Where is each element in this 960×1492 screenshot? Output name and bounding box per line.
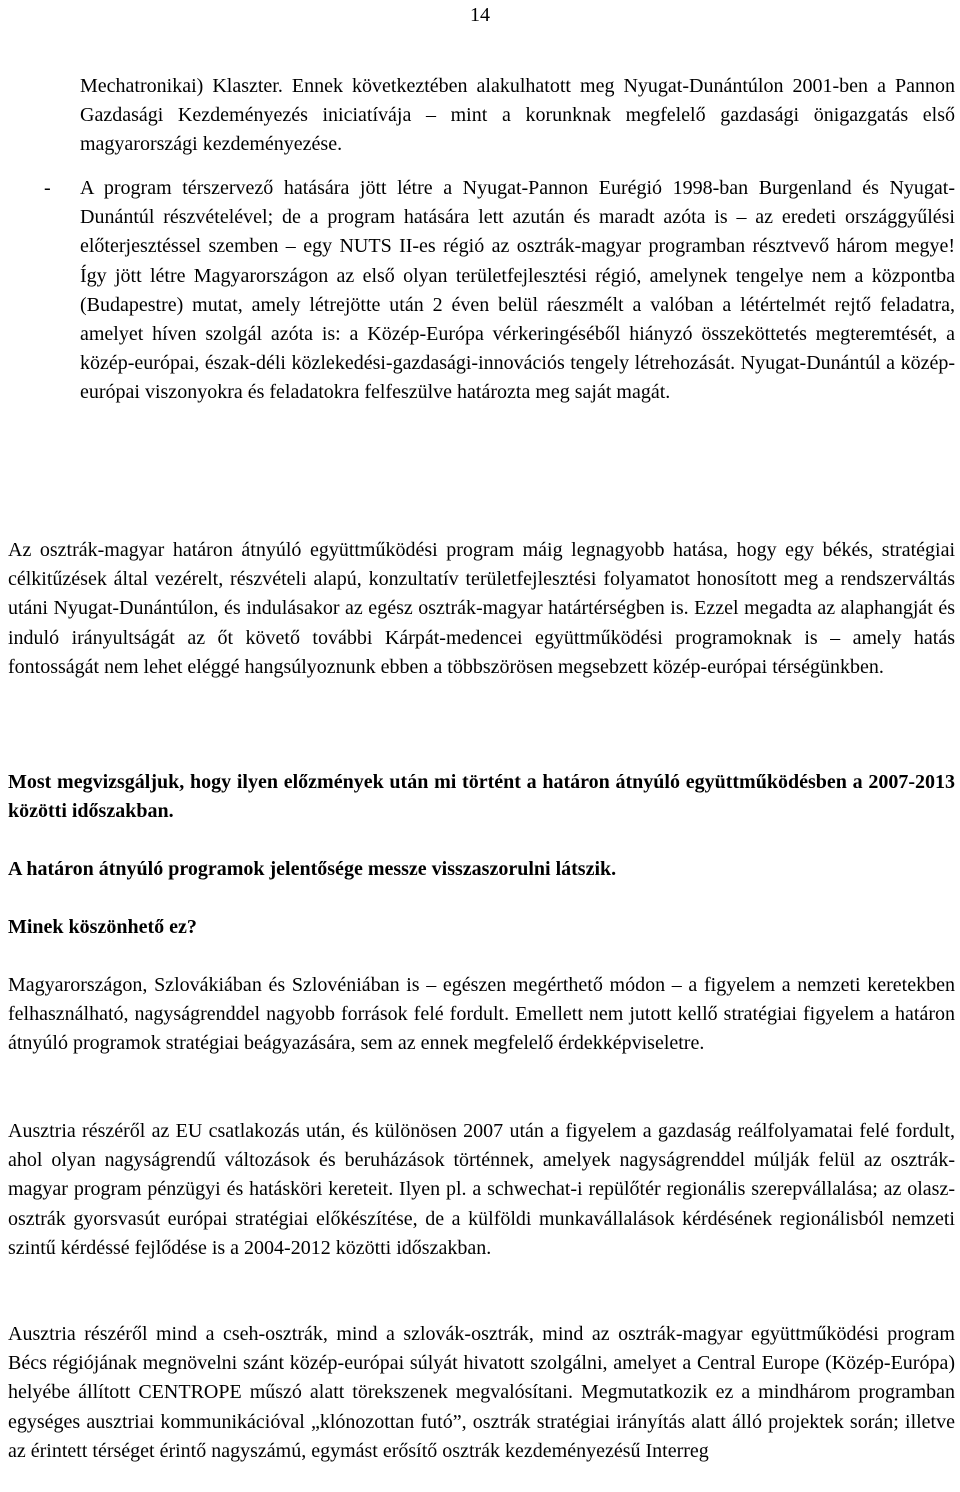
intro-paragraph: Mechatronikai) Klaszter. Ennek következtében alakulhatott meg Nyugat-Dunántúlon 2001-ben a Pannon Gazdasági Kezdeményezés iniciatívája – mint a korunknak megfelelő gazdasági önigazgatás első magyarországi kezdeményezése. — [80, 75, 955, 156]
page-number: 14 — [470, 4, 490, 26]
paragraph-austria-centrope: Ausztria részéről mind a cseh-osztrák, mind a szlovák-osztrák, mind az osztrák-magyar együttműködési program Bécs régiójának megnövelni szánt közép-európai súlyát hivatott szolgálni, amelyet a Central Europe (Közép-Európa) helyébe állított CENTROPE műszó alatt törekszenek megvalósítani. Megmutatkozik ez a mindhárom programban egységes ausztriai kommunikációval „klónozottan futó”, osztrák stratégiai irányítás alatt álló projektek során; illetve az érintett térséget érintő nagyszámú, egymást erősítő osztrák kezdeményezésű Interreg — [8, 1323, 955, 1462]
bullet-paragraph: A program térszervező hatására jött létre a Nyugat-Pannon Eurégió 1998-ban Burgenland és Nyugat-Dunántúl részvételével; de a program hatására lett azután és maradt azóta is – az eredeti országgyűlési előterjesztéssel szemben – egy NUTS II-es régió az osztrák-magyar programban résztvevő három megye! Így jött létre Magyarországon az első olyan területfejlesztési régió, amelynek tengelye nem a központba (Budapestre) mutat, amely létrejötte után 2 éven belül ráeszmélt a valóban a létértelmét rejtő feladatra, amelyet híven szolgál azóta is: a Közép-Európa vérkeringéséből hiányzó összeköttetés megteremtését, a közép-európai, észak-déli közlekedési-gazdasági-innovációs tengely létrehozását. Nyugat-Dunántúl a közép-európai viszonyokra és feladatokra felfeszülve határozta meg saját magát. — [80, 177, 955, 404]
bold-statement-significance: A határon átnyúló programok jelentősége messze visszaszorulni látszik. — [8, 858, 617, 880]
paragraph-national-focus: Magyarországon, Szlovákiában és Szlovéniában is – egészen megérthető módon – a figyelem a nemzeti keretekben felhasználható, nagyságrenddel nagyobb források felé fordult. Emellett nem jutott kellő stratégiai figyelem a határon átnyúló programok stratégiai beágyazására, sem az ennek megfelelő érdekképviseletre. — [8, 974, 955, 1055]
bullet-dash: - — [44, 177, 51, 199]
bullet-item — [44, 174, 955, 408]
paragraph-austria-economy: Ausztria részéről az EU csatlakozás után, és különösen 2007 után a figyelem a gazdaság reálfolyamatai felé fordult, ahol olyan nagyságrendű változások és beruházások történnek, amelyek nagyságrenddel múlják felül az osztrák-magyar program pénzügyi és hatásköri kereteit. Ilyen pl. a schwechat-i repülőtér regionális szerepvállalása; az olasz-osztrák gyorsvasút európai stratégiai előkészítése, de a külföldi munkavállalások kérdésének regionálisból nemzeti szintű kérdéssé fejlődése is a 2004-2012 közötti időszakban. — [8, 1120, 955, 1259]
bold-statement-examination: Most megvizsgáljuk, hogy ilyen előzmények után mi történt a határon átnyúló együttműködésben a 2007-2013 közötti időszakban. — [8, 771, 955, 823]
paragraph-cross-border-impact: Az osztrák-magyar határon átnyúló együttműködési program máig legnagyobb hatása, hogy egy békés, stratégiai célkitűzések által vezérelt, részvételi alapú, konzultatív területfejlesztési folyamatot honosított meg a rendszerváltás utáni Nyugat-Dunántúlon, és indulásakor az egész osztrák-magyar határtérségben is. Ezzel megadta az alaphangját és induló irányultságát az őt követő további Kárpát-medencei együttműködési programoknak is – amely hatás fontosságát nem lehet eléggé hangsúlyoznunk ebben a többszörösen megsebzett közép-európai térségünkben. — [8, 539, 955, 678]
bold-question: Minek köszönhető ez? — [8, 916, 197, 938]
